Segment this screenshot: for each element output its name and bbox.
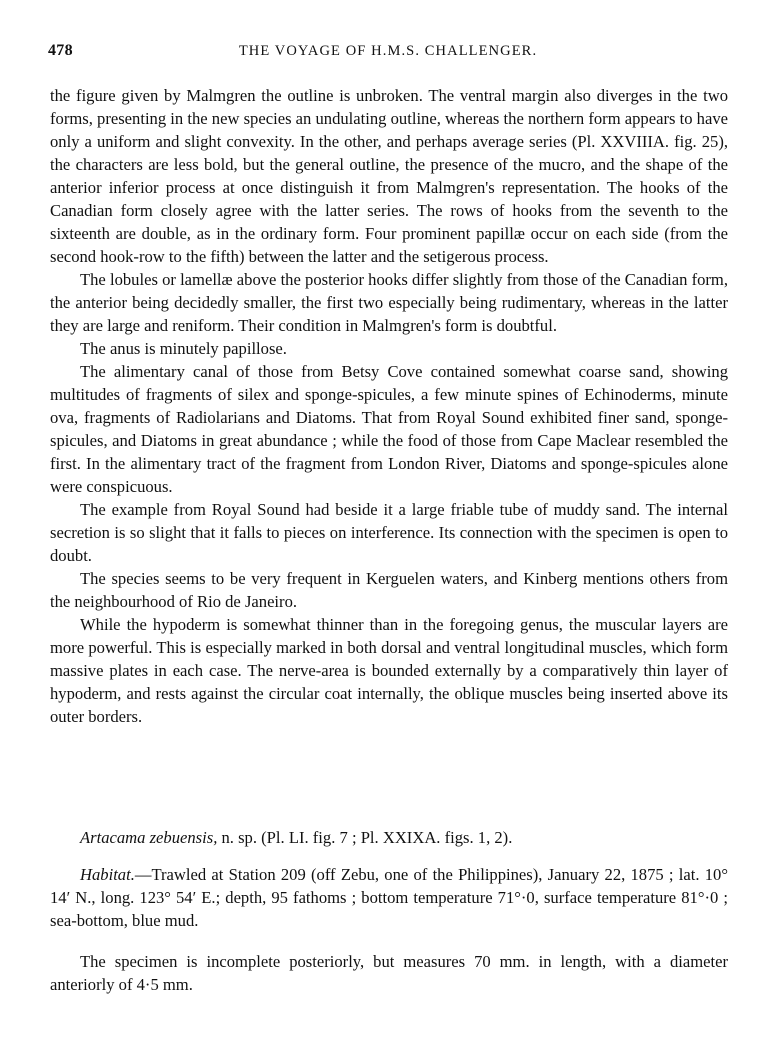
paragraph: The lobules or lamellæ above the posterior hooks differ slightly from those of the Canadian form, the anterior being decidedly smaller, the first two especially being rudimentary, whereas in the latter they are large and reniform. Their condition in Malmgren's form is doubtful. bbox=[50, 270, 728, 335]
habitat-label: Habitat. bbox=[80, 865, 135, 884]
paragraph: The example from Royal Sound had beside it a large friable tube of muddy sand. The internal secretion is so slight that it falls to pieces on interference. Its connection with the specimen is open to doubt. bbox=[50, 500, 728, 565]
species-reference: n. sp. (Pl. LI. fig. 7 ; Pl. XXIXA. figs. 1, 2). bbox=[217, 828, 513, 847]
species-name: Artacama zebuensis, bbox=[80, 828, 218, 847]
page-header bbox=[48, 42, 728, 66]
body-text bbox=[50, 84, 728, 728]
running-head: THE VOYAGE OF H.M.S. CHALLENGER. bbox=[238, 43, 538, 59]
paragraph: the figure given by Malmgren the outline is unbroken. The ventral margin also diverges in the two forms, presenting in the new species an undulating outline, whereas the northern form appears to have only a uniform and slight convexity. In the other, and perhaps average series (Pl. XXVIIIA. fig. 25), the characters are less bold, but the general outline, the presence of the mucro, and the shape of the anterior inferior process at once distinguish it from Malmgren's representation. The hooks of the Canadian form closely agree with the latter series. The rows of hooks from the seventh to the sixteenth are double, as in the ordinary form. Four prominent papillæ occur on each side (from the second hook-row to the fifth) between the latter and the setigerous process. bbox=[50, 86, 728, 266]
habitat-paragraph bbox=[50, 863, 728, 932]
paragraph: The species seems to be very frequent in Kerguelen waters, and Kinberg mentions others from the neighbourhood of Rio de Janeiro. bbox=[50, 569, 728, 611]
species-heading bbox=[50, 826, 728, 849]
habitat-text: —Trawled at Station 209 (off Zebu, one of the Philippines), January 22, 1875 ; lat. 10° 14′ N., long. 123° 54′ E.; depth, 95 fathoms ; bottom temperature 71°·0, surface temperature 81°·0 ; sea-bottom, blue mud. bbox=[50, 865, 728, 930]
page-number: 478 bbox=[48, 42, 73, 59]
paragraph: While the hypoderm is somewhat thinner than in the foregoing genus, the muscular layers are more powerful. This is especially marked in both dorsal and ventral longitudinal muscles, which form massive plates in each case. The nerve-area is bounded externally by a comparatively thin layer of hypoderm, and rests against the circular coat internally, the oblique muscles being inserted above its outer borders. bbox=[50, 615, 728, 726]
paragraph: The anus is minutely papillose. bbox=[80, 339, 287, 358]
final-paragraph: The specimen is incomplete posteriorly, but measures 70 mm. in length, with a diameter anteriorly of 4·5 mm. bbox=[50, 952, 728, 994]
paragraph: The alimentary canal of those from Betsy Cove contained somewhat coarse sand, showing multitudes of fragments of silex and sponge-spicules, a few minute spines of Echinoderms, minute ova, fragments of Radiolarians and Diatoms. That from Royal Sound exhibited finer sand, sponge-spicules, and Diatoms in great abundance ; while the food of those from Cape Maclear resembled the first. In the alimentary tract of the fragment from London River, Diatoms and sponge-spicules alone were conspicuous. bbox=[50, 362, 728, 496]
